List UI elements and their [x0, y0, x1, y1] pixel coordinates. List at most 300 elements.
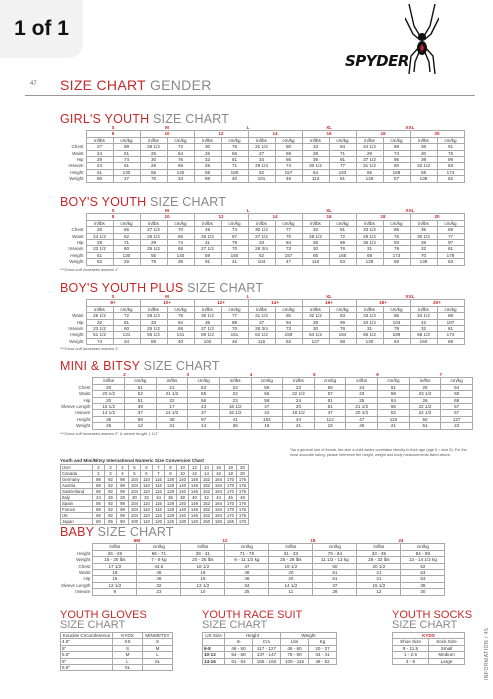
conversion-cell: 44 [213, 495, 225, 501]
table-cell: 53 [188, 384, 220, 390]
table-cell: 51 [314, 404, 346, 410]
table-cell: 84 [167, 319, 194, 325]
table-cell: 70 [410, 252, 437, 258]
conversion-cell: 38 [177, 495, 189, 501]
boys-note: ***Grow cuff increases inseam 1" [60, 266, 119, 272]
gloves-cell: 6" [61, 658, 113, 664]
table-cell: 48 [225, 576, 269, 582]
conversion-cell: 16 [213, 471, 225, 477]
gloves-cell: XL [113, 665, 143, 671]
socks-title-sub-text: SIZE CHART [392, 619, 458, 631]
table-cell: 131 [113, 332, 140, 338]
table-cell: 79 [383, 326, 410, 332]
table-cell: 22 1/2 [283, 391, 315, 397]
gloves-cell: L [113, 658, 143, 664]
conversion-cell: 128 [165, 513, 177, 519]
conversion-cell: 152 [201, 501, 213, 507]
boys-plus-section [60, 282, 473, 351]
table-cell: 21 [357, 570, 401, 576]
row-label: Sleeve Length [61, 582, 91, 588]
table-cell: 57 [314, 391, 346, 397]
table-cell: 57 [441, 404, 473, 410]
race-section [202, 610, 352, 665]
table-cell: 69 [275, 150, 302, 156]
race-header: Height [225, 633, 281, 639]
table-cell: 55 [378, 404, 410, 410]
page-number: 47 [30, 81, 37, 87]
row-label: Chest [78, 563, 91, 569]
table-cell: 65 [167, 326, 194, 332]
table-cell: 19 [181, 576, 225, 582]
table-cell: 23 [283, 384, 315, 390]
unit-label: cm/kg [329, 137, 356, 143]
conversion-cell: 2 [93, 465, 105, 471]
table-cell: 151 [221, 332, 248, 338]
subsize-label: 18+ [356, 300, 410, 306]
baby-title-sub: SIZE CHART [97, 525, 174, 539]
country-label: UK [61, 513, 93, 519]
conversion-cell: 46 [225, 495, 237, 501]
conversion-cell: 146 [189, 501, 201, 507]
table-cell: 44.5 [137, 563, 181, 569]
size-label: XXL [405, 294, 415, 299]
size-label: 5 [313, 372, 316, 377]
conversion-cell: 146 [189, 483, 201, 489]
unit-label: in/lbs [181, 544, 225, 550]
table-cell: 30 [302, 246, 329, 252]
table-cell: 19 [181, 570, 225, 576]
unit-label: in/lbs [302, 306, 329, 312]
gloves-cell: M [113, 652, 143, 658]
table-cell: 31 - 33 [269, 550, 313, 556]
conversion-cell: 6 [141, 465, 153, 471]
table-cell: 66 [167, 163, 194, 169]
gloves-title-sub-text: SIZE CHART [60, 619, 126, 631]
spider-logo-icon [405, 4, 439, 74]
unit-label: cm/kg [167, 306, 194, 312]
size-label: M [165, 294, 169, 299]
table-cell: 12 [357, 589, 401, 595]
gloves-title-sub [60, 620, 190, 630]
table-cell: 81 [437, 246, 464, 252]
table-cell: 31 1/2 [356, 163, 383, 169]
socks-row [393, 658, 465, 664]
row-label: Inseam [68, 326, 84, 332]
table-cell: 52 [378, 410, 410, 416]
page-title-sub: GENDER [149, 77, 212, 93]
row-label: Weight [69, 259, 84, 265]
unit-label: in/lbs [248, 306, 275, 312]
gloves-cell: XL [143, 658, 173, 664]
conversion-cell: 6 [141, 471, 153, 477]
table-cell: 76 [221, 144, 248, 150]
conversion-cell: 34 [153, 495, 165, 501]
unit-label: cm/kg [113, 220, 140, 226]
gloves-table [60, 632, 173, 671]
size-label: XL [326, 208, 332, 213]
conversion-cell: 92 [105, 507, 117, 513]
subsize-label: 12+ [194, 300, 248, 306]
subsize-label: 18 [356, 131, 410, 137]
table-cell: 60 [113, 246, 140, 252]
race-cell: 61 - 64 [225, 658, 253, 664]
boys-plus-title [60, 282, 473, 294]
conversion-cell: 4 [117, 465, 129, 471]
boys-section [60, 196, 473, 272]
subsize-label: 14+ [248, 300, 302, 306]
unit-label: in/lbs [409, 378, 441, 384]
gloves-cell: S [143, 639, 173, 645]
table-cell: 32 1/2 [410, 163, 437, 169]
gloves-cell: 4.5" [61, 639, 113, 645]
conversion-cell: 116 [153, 477, 165, 483]
mini-title-main: MINI & BITSY [60, 359, 140, 373]
table-cell: 26 [194, 150, 221, 156]
table-cell: 27 1/2 [140, 227, 167, 233]
table-cell: 24 [86, 150, 113, 156]
table-cell: 22 1/2 [409, 404, 441, 410]
table-cell: 41 [221, 259, 248, 265]
table-cell: 164 [329, 332, 356, 338]
conversion-cell: 92 [105, 501, 117, 507]
size-label: L [246, 294, 250, 299]
table-cell: 11 1/2 - 13 kg [313, 557, 357, 563]
conversion-cell: 176 [237, 483, 249, 489]
table-cell: 79 - 84 [313, 550, 357, 556]
size-label: XL [326, 125, 332, 130]
unit-label: in/lbs [194, 306, 221, 312]
table-cell: 60 [86, 176, 113, 182]
table-cell: 33 [140, 319, 167, 325]
socks-cell: 1 - 2.5 [393, 652, 429, 658]
table-cell: 107 [437, 319, 464, 325]
table-cell: 20 1/2 [357, 563, 401, 569]
subsize-label: 10 [140, 131, 194, 137]
table-row [60, 176, 464, 182]
table-cell: 44 [283, 416, 315, 422]
table-cell: 77 [221, 313, 248, 319]
table-cell: 31 [356, 246, 383, 252]
conversion-cell: 140 [177, 507, 189, 513]
unit-label: cm/kg [313, 544, 357, 550]
table-cell: 32 [410, 246, 437, 252]
unit-label: cm/kg [437, 220, 464, 226]
table-cell: 46 [275, 176, 302, 182]
conversion-cell: 110 [141, 513, 153, 519]
conversion-cell: 128 [165, 477, 177, 483]
size-label: XXL [405, 208, 415, 213]
conversion-cell: 24 [93, 495, 105, 501]
conversion-cell: 164 [213, 501, 225, 507]
table-cell: 24 [346, 384, 378, 390]
table-cell: 68 [437, 338, 464, 344]
table-row [60, 423, 473, 429]
table-cell: 38 [410, 240, 437, 246]
unit-label: cm/kg [383, 306, 410, 312]
gloves-row [61, 665, 173, 671]
table-row [60, 589, 445, 595]
unit-label: in/lbs [93, 544, 137, 550]
conversion-cell: 116 [153, 483, 165, 489]
table-cell: 31 [194, 240, 221, 246]
table-cell: 37 [125, 410, 157, 416]
table-cell: 36 [410, 144, 437, 150]
table-cell: 33 1/2 [356, 313, 383, 319]
subsize-label: 14 [248, 131, 302, 137]
table-cell: 50 [409, 416, 441, 422]
conversion-cell: 116 [153, 489, 165, 495]
table-cell: 178 [437, 252, 464, 258]
conversion-cell: 130 [177, 519, 189, 525]
table-cell: 30 [140, 157, 167, 163]
subsize-label: 14 [248, 214, 302, 220]
table-cell: 59 [383, 259, 410, 265]
gloves-title-main: YOUTH GLOVES [60, 609, 147, 621]
table-cell: 60 [113, 326, 140, 332]
table-cell: 86 [275, 157, 302, 163]
conversion-cell: 176 [237, 507, 249, 513]
gloves-cell: M [143, 645, 173, 651]
conversion-cell: 125 [165, 519, 177, 525]
table-cell: 19 1/2 [269, 563, 313, 569]
table-cell: 23 1/2 [409, 391, 441, 397]
row-label: Waist [72, 313, 84, 319]
table-cell: 15 1/2 [93, 404, 125, 410]
conversion-cell: 152 [201, 483, 213, 489]
table-cell: 115 [248, 338, 275, 344]
conversion-cell: 164 [213, 477, 225, 483]
conversion-cell: 152 [201, 477, 213, 483]
socks-cell: 3 - 6 [393, 658, 429, 664]
table-cell: 33 1/2 [356, 227, 383, 233]
table-cell: 27 1/2 [194, 246, 221, 252]
table-cell: 34 1/2 [410, 313, 437, 319]
table-cell: 32 [410, 326, 437, 332]
table-cell: 25 1/2 [140, 246, 167, 252]
size-label: L [246, 125, 250, 130]
unit-label: in/lbs [410, 306, 437, 312]
table-cell: 47 [225, 563, 269, 569]
mini-title [60, 360, 473, 372]
conversion-cell: 36 [165, 495, 177, 501]
mini-note: ***Grow cuff increases inseam 2" & sleeve length 1 1/2" [60, 430, 159, 436]
conversion-cell: 152 [201, 489, 213, 495]
unit-label: cm/kg [225, 544, 269, 550]
table-cell: 18 1/2 [181, 563, 225, 569]
unit-label: cm/kg [113, 306, 140, 312]
table-cell: 58 [329, 338, 356, 344]
size-label: 4 [249, 372, 253, 377]
row-label: Waist [79, 570, 91, 576]
conversion-cell: 86 [93, 507, 105, 513]
row-label: Weight [76, 557, 91, 563]
subsize-label: 20+ [410, 300, 464, 306]
table-cell: 25 1/2 [140, 233, 167, 239]
country-label: Canada [61, 471, 93, 477]
table-cell: 62 [248, 169, 275, 175]
gloves-section [60, 610, 190, 671]
table-cell: 168 [383, 169, 410, 175]
unit-label: cm/kg [137, 544, 181, 550]
table-cell: 20 1/2 [346, 410, 378, 416]
table-cell: 81 [113, 319, 140, 325]
table-cell: 23 [219, 397, 251, 403]
table-cell: 21 [378, 423, 410, 429]
race-cell: 137 - 147 [253, 652, 281, 658]
country-label: Japan [61, 519, 93, 525]
conversion-cell: 7 [153, 471, 165, 477]
unit-label: in/lbs [140, 220, 167, 226]
conversion-cell: 164 [213, 507, 225, 513]
table-cell: 63 [86, 259, 113, 265]
row-label: Height [77, 416, 91, 422]
conversion-cell: 170 [225, 477, 237, 483]
table-cell: 29 1/2 [356, 233, 383, 239]
conversion-cell: 98 [117, 489, 129, 495]
subsize-label: 8 [86, 131, 140, 137]
country-label: Germany [61, 477, 93, 483]
table-cell: 95 [383, 157, 410, 163]
conversion-cell: 116 [153, 501, 165, 507]
table-cell: 25 [346, 397, 378, 403]
table-cell: 80 [383, 163, 410, 169]
table-cell: 64 1/2 [302, 332, 329, 338]
table-cell: 34 [113, 338, 140, 344]
unit-label: cm/kg [329, 306, 356, 312]
conversion-cell: 140 [177, 513, 189, 519]
conversion-cell: 120 [153, 519, 165, 525]
boys-plus-size-table [60, 294, 465, 345]
table-cell: 18 1/2 [219, 404, 251, 410]
table-cell: 89 [221, 319, 248, 325]
table-row [60, 557, 445, 563]
table-cell: 29 [113, 259, 140, 265]
gloves-cell [143, 665, 173, 671]
table-cell: 12 [125, 423, 157, 429]
table-row [60, 259, 464, 265]
page-title [60, 77, 212, 93]
unit-label: in/lbs [219, 378, 251, 384]
socks-table [392, 632, 465, 665]
conversion-cell: 12 [189, 471, 201, 477]
table-cell: 89 [437, 227, 464, 233]
race-subheader: In [225, 639, 253, 645]
table-cell: 150 [221, 252, 248, 258]
subsize-label: 16 [302, 131, 356, 137]
unit-label: in/lbs [356, 220, 383, 226]
table-cell: 28 - 32 lbs [357, 557, 401, 563]
table-cell: 129 [356, 259, 383, 265]
conversion-cell: 98 [117, 477, 129, 483]
table-cell: 14 [188, 423, 220, 429]
table-cell: 93 [383, 240, 410, 246]
unit-label: cm/kg [275, 220, 302, 226]
table-cell: 101 [248, 176, 275, 182]
table-cell: 10 [181, 589, 225, 595]
table-cell: 85 [383, 313, 410, 319]
mini-side-note: *As a general rule of thumb, the size a child wears correlates directly to their age (age 5 = size 5). For the most accurate sizing, please reference the height, weight and body measurements listed above. [290, 448, 467, 457]
size-label: M [165, 125, 169, 130]
table-cell: 56 [188, 397, 220, 403]
table-cell: 20 [93, 397, 125, 403]
row-label: Inseam [68, 246, 84, 252]
table-cell: 80 [275, 313, 302, 319]
country-label: Switzerland [61, 489, 93, 495]
table-cell: 55 [188, 391, 220, 397]
table-cell: 94 [275, 319, 302, 325]
boys-title-main: BOY'S YOUTH [60, 195, 147, 209]
table-cell: 21 [156, 384, 188, 390]
girls-size-table [60, 125, 465, 183]
table-cell: 30 [194, 144, 221, 150]
table-cell: 36 1/2 [356, 240, 383, 246]
table-cell: 26 - 28 [93, 550, 137, 556]
conversion-cell: 116 [153, 507, 165, 513]
conversion-cell: 110 [141, 507, 153, 513]
unit-label: in/lbs [93, 378, 125, 384]
table-cell: 51 [329, 176, 356, 182]
conversion-cell: 86 [93, 489, 105, 495]
unit-label: in/lbs [283, 378, 315, 384]
table-cell: 23 [137, 589, 181, 595]
race-subheader: Kg [309, 639, 337, 645]
conversion-cell: 110 [141, 501, 153, 507]
conversion-cell: 104 [129, 489, 141, 495]
conversion-row [61, 519, 249, 525]
row-label: Waist [72, 233, 84, 239]
table-cell: 11 [269, 589, 313, 595]
row-label: Hip [76, 240, 84, 246]
table-cell: 91 [329, 157, 356, 163]
conversion-cell: 110 [141, 519, 153, 525]
table-cell: 157 [275, 169, 302, 175]
table-cell: 52 [125, 391, 157, 397]
row-label: Height [70, 332, 84, 338]
table-cell: 88 [383, 144, 410, 150]
country-label: Spain [61, 501, 93, 507]
girls-title [60, 113, 473, 125]
country-label: Italy [61, 495, 93, 501]
table-cell: 53 [401, 576, 445, 582]
gloves-cell: 5" [61, 645, 113, 651]
mini-title-sub: SIZE CHART [143, 359, 220, 373]
girls-title-sub: SIZE CHART [152, 112, 230, 126]
table-cell: 37 1/2 [356, 157, 383, 163]
table-cell: 113 [302, 176, 329, 182]
conversion-cell: 92 [105, 483, 117, 489]
gloves-header: MINI/BITSY [143, 633, 173, 639]
conversion-cell: 86 [93, 477, 105, 483]
table-cell: 39 [410, 157, 437, 163]
table-cell: 33 [248, 240, 275, 246]
table-cell: 77 [329, 163, 356, 169]
table-cell: 31 1/2 [248, 144, 275, 150]
table-cell: 65 [167, 246, 194, 252]
table-cell: 40 [167, 338, 194, 344]
conversion-table [60, 464, 249, 525]
socks-subheader: Shoe Size [393, 639, 429, 645]
table-cell: 77 [437, 233, 464, 239]
table-cell: 29 [356, 150, 383, 156]
race-cell: 54 - 58 [225, 652, 253, 658]
table-cell: 28 1/2 [140, 144, 167, 150]
table-cell: 79 [383, 246, 410, 252]
table-cell: 62 1/2 [248, 332, 275, 338]
table-cell: 20 - 25 lbs [181, 557, 225, 563]
unit-label: cm/kg [113, 137, 140, 143]
table-cell: 46 [221, 338, 248, 344]
table-cell: 64 [383, 338, 410, 344]
